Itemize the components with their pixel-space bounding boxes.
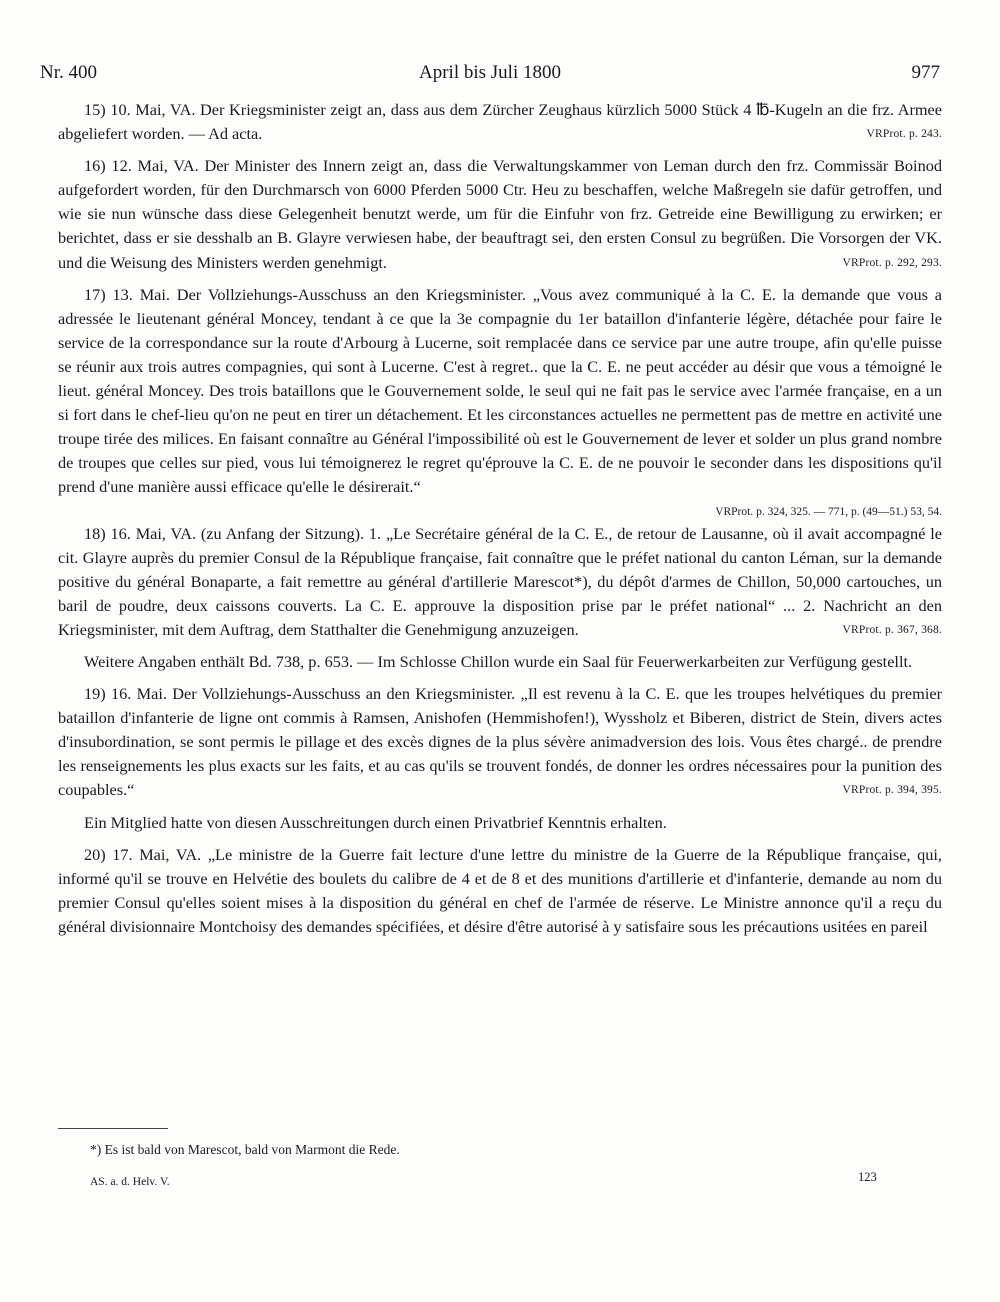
running-title: April bis Juli 1800 [419,62,561,83]
printer-signature: AS. a. d. Helv. V. [90,1176,170,1188]
entry-18-note-text: Weitere Angaben enthält Bd. 738, p. 653. — Im Schlosse Chillon wurde ein Saal für Feuerwerkarbeiten zur Verfügung gestellt. [84,651,913,671]
entry-17-reference: VRProt. p. 324, 325. — 771, p. (49—51.) 53, 54. [715,505,942,518]
entry-16 [58,154,942,274]
entry-19 [58,682,942,802]
entry-18-reference: VRProt. p. 367, 368. [842,623,942,636]
footnote-divider [58,1128,168,1129]
footnote: *) Es ist bald von Marescot, bald von Marmont die Rede. [90,1142,400,1157]
entry-16-text: 16) 12. Mai, VA. Der Minister des Innern zeigt an, dass die Verwaltungskammer von Leman durch den frz. Commissär Boinod aufgefordert worden, für den Durchmarsch von 6000 Pferden 5000 Ctr. Heu zu beschaffen, welche Maßregeln sie dafür getroffen, und wie sie nun wünsche dass diese Gelegenheit benutzt werde, um für die Einfuhr von frz. Getreide eine Bewilligung zu erwirken; er berichtet, dass er sie desshalb an B. Glayre verwiesen habe, der beauftragt sei, den ersten Consul zu begrüßen. Die Vorsorgen der VK. und die Weisung des Ministers werden genehmigt. [58,156,942,272]
entry-15-reference: VRProt. p. 243. [866,128,942,141]
entry-20-text: 20) 17. Mai, VA. „Le ministre de la Guerre fait lecture d'une lettre du ministre de la Guerre de la République française, qui, informé qu'il se trouve en Helvétie des boulets du calibre de 4 et de 8 et des munitions d'artillerie et d'infanterie, demande au nom du premier Consul qu'elles soient mises à la disposition du général en chef de l'armée de réserve. Le Ministre annonce qu'il a reçu du général divisionnaire Montchoisy des demandes spécifiées, et désire d'être autorisé à y satisfaire sous les précautions usitées en pareil [58,844,942,936]
entry-16-reference: VRProt. p. 292, 293. [842,256,942,269]
entry-19-note [58,811,942,835]
entry-17-text: 17) 13. Mai. Der Vollziehungs-Ausschuss an den Kriegsminister. „Vous avez communiqué à la C. E. la demande que vous a adressée le lieutenant général Moncey, tendant à ce que la 3e compagnie du 1er bataillon d'infanterie légère, détachée pour faire le service de la correspondance sur la route d'Arbourg à Lucerne, soit remplacée dans ce service par une autre troupe, afin qu'elle puisse se réunir aux trois autres compagnies, qui sont à Lucerne. C'est à regret.. que la C. E. ne peut accéder au désir que vous a témoigné le lieut. général Moncey. Des trois bataillons que le Gouvernement solde, le seul qui ne fait pas le service avec l'armée française, en a un si fort dans le chef-lieu qu'on ne peut en tirer un détachement. Et les circonstances actuelles ne permettent pas de mettre en activité une troupe tirée des milices. En faisant connaître au Général l'impossibilité où est le Gouvernement de lever et solder un plus grand nombre de troupes que celles sur pied, vous lui témoignerez le regret qu'éprouve la C. E. de ne pouvoir le seconder dans les dispositions qu'il prend d'une manière aussi efficace qu'elle le désirerait.“ [58,284,942,497]
document-number: Nr. 400 [40,62,97,83]
entry-18-text: 18) 16. Mai, VA. (zu Anfang der Sitzung). 1. „Le Secrétaire général de la C. E., de retour de Lausanne, où il avait accompagné le cit. Glayre auprès du premier Consul de la République française, fait connaître que le préfet national du canton Léman, sur la demande positive du général Bonaparte, a fait remettre au général d'artillerie Marescot*), du dépôt d'armes de Chillon, 50,000 cartouches, un baril de poudre, deux caissons couverts. La C. E. approuve la disposition prise par le préfet national“ ... 2. Nachricht an den Kriegsminister, mit dem Auftrag, dem Statthalter die Genehmigung anzuzeigen. [58,523,942,639]
entry-15 [58,98,942,146]
entry-19-note-text: Ein Mitglied hatte von diesen Ausschreitungen durch einen Privatbrief Kenntnis erhalten. [84,812,667,832]
running-header [40,62,940,88]
entry-18-note [58,650,942,674]
entry-19-reference: VRProt. p. 394, 395. [842,784,942,797]
page-number: 977 [911,62,940,83]
entry-19-text: 19) 16. Mai. Der Vollziehungs-Ausschuss an den Kriegsminister. „Il est revenu à la C. E. que les troupes helvétiques du premier bataillon d'infanterie de ligne ont commis à Ramsen, Anishofen (Hemmishofen!), Wyssholz et Biberen, district de Stein, divers actes d'insubordination, se sont permis le pillage et des excès dignes de la plus sévère animadversion des lois. Vous êtes chargé.. de prendre les renseignements les plus exacts sur les faits, et au cas qu'ils se trouvent fondés, de donner les ordres nécessaires pour la punition des coupables.“ [58,684,942,800]
entry-18 [58,522,942,642]
document-body [58,98,942,947]
sheet-number: 123 [858,1170,877,1184]
entry-17 [58,283,942,500]
entry-15-text: 15) 10. Mai, VA. Der Kriegsminister zeigt an, dass aus dem Zürcher Zeughaus kürzlich 5000 Stück 4 ℔-Kugeln an die frz. Armee abgeliefert worden. — Ad acta. [58,100,942,144]
entry-20 [58,843,942,939]
